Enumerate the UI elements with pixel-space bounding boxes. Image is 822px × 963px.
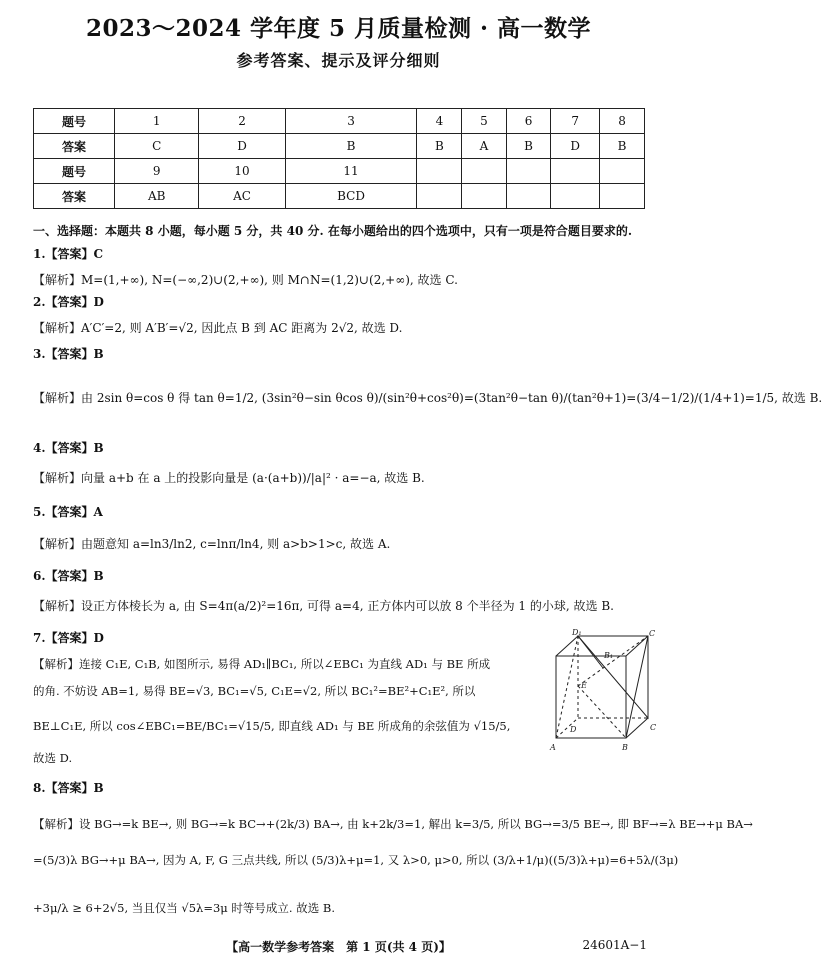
answer-cell: [551, 184, 600, 209]
solution-line: +3μ/λ ≥ 6+2√5, 当且仅当 √5λ=3μ 时等号成立. 故选 B.: [33, 901, 336, 915]
answer-cell: A: [462, 134, 506, 159]
solution-line: 【解析】A′C′=2, 则 A′B′=√2, 因此点 B 到 AC 距离为 2√2, 故选 D.: [33, 321, 403, 335]
label-a: A: [550, 743, 556, 752]
label-e: E: [581, 681, 587, 690]
answer-heading: 6.【答案】B: [33, 569, 104, 583]
answer-cell: [506, 184, 551, 209]
answer-cell: 7: [551, 109, 600, 134]
answer-cell: B: [285, 134, 417, 159]
page-title: 2023～2024 学年度 5 月质量检测 · 高一数学: [85, 15, 592, 42]
solution-line: 【解析】M=(1,+∞), N=(−∞,2)∪(2,+∞), 则 M∩N=(1,2)∪(2,+∞), 故选 C.: [33, 273, 458, 287]
answer-cell: BCD: [285, 184, 417, 209]
answer-table-row: [34, 134, 645, 159]
answer-heading: 5.【答案】A: [33, 505, 103, 519]
solution-line: 【解析】连接 C₁E, C₁B, 如图所示, 易得 AD₁∥BC₁, 所以∠EBC₁ 为直线 AD₁ 与 BE 所成: [33, 657, 491, 671]
doc-code: 24601A−1: [582, 938, 647, 952]
answer-cell: 10: [199, 159, 285, 184]
answer-cell: [506, 159, 551, 184]
cube-top-edges: [578, 636, 648, 718]
label-c1: C: [649, 629, 656, 638]
row-label: 题号: [34, 109, 115, 134]
answer-cell: 9: [115, 159, 199, 184]
answer-cell: [600, 184, 645, 209]
label-b: B: [622, 743, 628, 752]
answer-table-row: [34, 159, 645, 184]
answer-cell: 4: [417, 109, 462, 134]
answer-table: [33, 108, 645, 209]
solution-line: 故选 D.: [33, 751, 73, 765]
solution-line: =(5/3)λ BG→+μ BA→, 因为 A, F, G 三点共线, 所以 (5/3)λ+μ=1, 又 λ>0, μ>0, 所以 (3/λ+1/μ)((5/3)λ+μ)=6+5λ/(3μ): [33, 853, 679, 867]
answer-heading: 1.【答案】C: [33, 247, 104, 261]
answer-cell: 5: [462, 109, 506, 134]
answer-cell: D: [199, 134, 285, 159]
answer-cell: AC: [199, 184, 285, 209]
solution-line: 【解析】设 BG→=k BE→, 则 BG→=k BC→+(2k/3) BA→, 由 k+2k/3=1, 解出 k=3/5, 所以 BG→=3/5 BE→, 即 BF→=λ BE→+μ BA→: [33, 817, 753, 831]
label-c: C: [650, 723, 657, 732]
answer-table-row: [34, 109, 645, 134]
answer-cell: [462, 184, 506, 209]
page-subtitle: 参考答案、提示及评分细则: [236, 51, 441, 70]
answer-cell: 11: [285, 159, 417, 184]
label-d: D: [570, 725, 577, 734]
answer-cell: 3: [285, 109, 417, 134]
answer-cell: [551, 159, 600, 184]
answer-cell: B: [600, 134, 645, 159]
row-label: 答案: [34, 134, 115, 159]
cube-figure: [548, 628, 658, 758]
row-label: 答案: [34, 184, 115, 209]
answer-cell: D: [551, 134, 600, 159]
answer-heading: 7.【答案】D: [33, 631, 104, 645]
cube-front-face: [556, 656, 626, 738]
answer-cell: [600, 159, 645, 184]
answer-cell: 1: [115, 109, 199, 134]
answer-heading: 8.【答案】B: [33, 781, 104, 795]
answer-cell: B: [417, 134, 462, 159]
answer-table-row: [34, 184, 645, 209]
label-d1: D₁: [572, 628, 582, 637]
solution-line: 【解析】由题意知 a=ln3/ln2, c=lnπ/ln4, 则 a>b>1>c, 故选 A.: [33, 537, 391, 551]
answer-heading: 2.【答案】D: [33, 295, 104, 309]
answer-cell: 2: [199, 109, 285, 134]
answer-cell: 8: [600, 109, 645, 134]
section-heading: 一、选择题：本题共 8 小题，每小题 5 分，共 40 分. 在每小题给出的四个选项中，只有一项是符合题目要求的.: [33, 224, 633, 238]
answer-heading: 3.【答案】B: [33, 347, 104, 361]
solution-line: 的角. 不妨设 AB=1, 易得 BE=√3, BC₁=√5, C₁E=√2, 所以 BC₁²=BE²+C₁E², 所以: [33, 684, 476, 698]
answer-cell: [462, 159, 506, 184]
answer-heading: 4.【答案】B: [33, 441, 104, 455]
solution-line: 【解析】设正方体棱长为 a, 由 S=4π(a/2)²=16π, 可得 a=4, 正方体内可以放 8 个半径为 1 的小球, 故选 B.: [33, 599, 614, 613]
answer-cell: [417, 184, 462, 209]
answer-cell: 6: [506, 109, 551, 134]
label-b1: B₁: [604, 651, 614, 660]
answer-cell: [417, 159, 462, 184]
answer-cell: AB: [115, 184, 199, 209]
answer-cell: B: [506, 134, 551, 159]
answer-cell: C: [115, 134, 199, 159]
row-label: 题号: [34, 159, 115, 184]
solution-line: BE⊥C₁E, 所以 cos∠EBC₁=BE/BC₁=√15/5, 即直线 AD₁ 与 BE 所成角的余弦值为 √15/5,: [33, 719, 511, 733]
page-footer: 【高一数学参考答案 第 1 页(共 4 页)】: [226, 940, 451, 954]
solution-line: 【解析】由 2sin θ=cos θ 得 tan θ=1/2, (3sin²θ−sin θcos θ)/(sin²θ+cos²θ)=(3tan²θ−tan θ)/(tan²θ+1)=(3/4−1/2)/(1/4+1)=1/5, 故选 B.: [33, 391, 822, 405]
solution-line: 【解析】向量 a+b 在 a 上的投影向量是 (a·(a+b))/|a|² · a=−a, 故选 B.: [33, 471, 425, 485]
